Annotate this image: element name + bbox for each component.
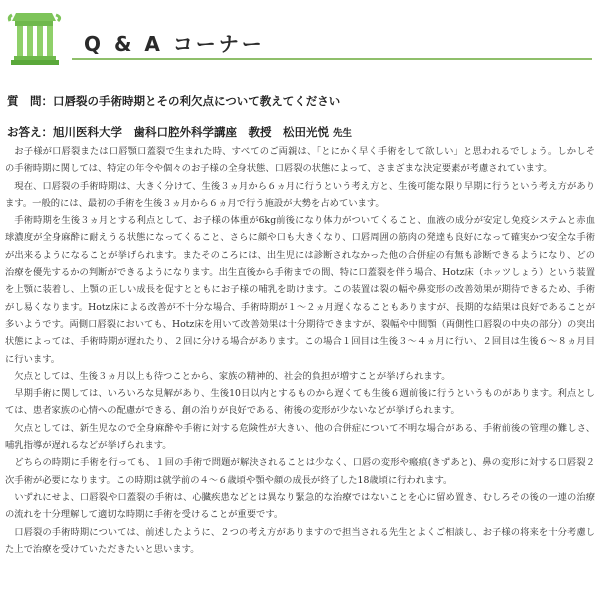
paragraph: 手術時期を生後３ヵ月とする利点として、お子様の体重が6kg前後になり体力がついてくること、血液の成分が安定し免疫システムと赤血球濃度が全身麻酔に耐えうる状態になってくること、さらに顔や口も大きくなり、口唇周囲の筋肉の発達も良好になって確実かつ安全な手術が出来るようになることが挙げられます。またそのころには、出生児には診断されなかった他の合併症の有無も診断できるようになり、どの治療を優先するかの判断ができるようになります。出生直後から手術までの間、特に口蓋裂を伴う場合、Hotz床（ホッツしょう）という装置を上顎に装着し、上顎の正しい成長を促すとともにお子様の哺乳を助けます。この装置は裂の幅や鼻変形の改善効果が期待できるため、手術がし易くなります。Hotz床による改善が不十分な場合、手術時期が１～２ヵ月遅くなることもありますが、長期的な結果は良好であることが多いようです。両側口唇裂においても、Hotz床を用いて改善効果は十分期待できますが、裂幅や中間顎（両側性口唇裂の中央の部分）の突出状態によっては、手術時期が遅れたり、２回に分ける場合があります。この場合１回目は生後３～４ヵ月に行い、２回目は生後６～８ヵ月目に行います。 [5,215,595,365]
paragraph: 現在、口唇裂の手術時期は、大きく分けて、生後３ヵ月から６ヵ月に行うという考え方と、生後可能な限り早期に行うという考え方があります。一般的には、最初の手術を生後３ヵ月から６ヵ月で行う施設が大勢を占めています。 [5,180,595,209]
answer-author: 旭川医科大学 歯科口腔外科学講座 教授 松田光悦 [53,125,329,139]
answer-honorific: 先生 [333,128,353,139]
answer-label: お答え： [7,125,53,139]
title-rule [72,58,592,60]
paragraph: 早期手術に関しては、いろいろな見解があり、生後10日以内とするものから遅くても生後６週前後に行うというものがあります。利点としては、患者家族の心情への配慮ができる、創の治りが良好である、術後の変形が少ないなどが挙げられます。 [5,388,595,417]
paragraph: 欠点としては、生後３ヵ月以上も待つことから、家族の精神的、社会的負担が増すことが挙げられます。 [14,370,451,382]
question-line [7,93,340,109]
paragraph: お子様が口唇裂または口唇顎口蓋裂で生まれた時、すべてのご両親は、「とにかく早く手術をして欲しい」と思われるでしょう。しかしその手術時期に関しては、特定の年令や個々のお子様の全身状態、口唇裂の状態によって、さまざまな決定要素が考慮されています。 [5,146,595,175]
header [0,0,600,80]
page-title: Q & A コーナー [84,32,265,56]
answer-line [7,124,352,140]
paragraph: いずれにせよ、口唇裂や口蓋裂の手術は、心臓疾患などとは異なり緊急的な治療ではないことを心に留め置き、むしろその後の一連の治療の流れを十分理解して適切な時期に手術を受けることが重要です。 [5,491,595,521]
paragraph: 欠点としては、新生児なので全身麻酔や手術に対する危険性が大きい、他の合併症について不明な場合がある、手術前後の管理の難しさ、哺乳指導が遅れるなどが挙げられます。 [5,422,595,452]
paragraph: 口唇裂の手術時期については、前述したように、２つの考え方がありますので担当される先生とよくご相談し、お子様の将来を十分考慮した上で治療を受けていただきたいと思います。 [5,526,595,555]
column-logo-icon [6,7,64,67]
answer-body [5,143,595,558]
question-label: 質 問： [7,94,53,108]
question-text: 口唇裂の手術時期とその利欠点について教えてください [53,94,341,108]
paragraph: どちらの時期に手術を行っても、１回の手術で問題が解決されることは少なく、口唇の変形や瘢痕(きずあと)、鼻の変形に対する口唇裂２次手術が必要になります。この時期は就学前の４～６歳頃や顎や顔の成長が終了した18歳頃に行われます。 [5,457,595,486]
